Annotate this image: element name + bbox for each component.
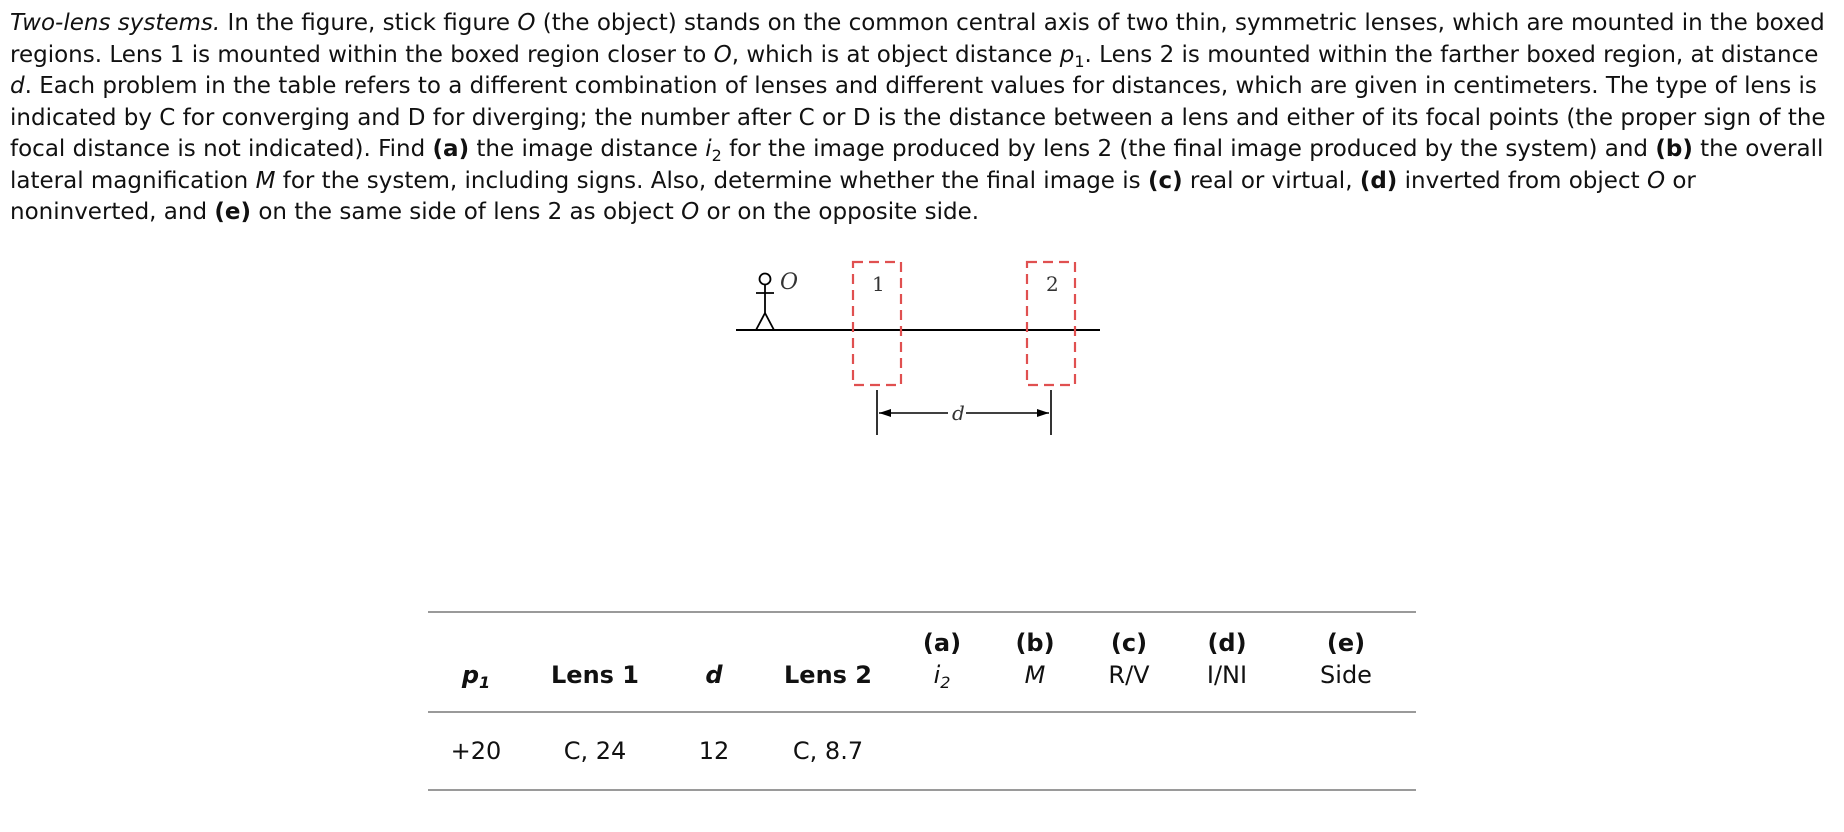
two-lens-figure (730, 255, 1110, 455)
stick-figure-icon (756, 274, 774, 331)
part-e-label: (e) (1276, 612, 1416, 657)
cell-lens1: C, 24 (524, 712, 666, 790)
header-i2: $i_2$ (894, 657, 990, 712)
header-rv: R/V (1080, 657, 1178, 712)
header-m: M (990, 657, 1080, 712)
header-side: Side (1276, 657, 1416, 712)
header-d: d (666, 657, 762, 712)
header-p1: $p_1$ (428, 657, 524, 712)
problem-title: Two-lens systems. (10, 10, 221, 36)
problem-statement: Two-lens systems. In the figure, stick figure O (the object) stands on the common central axis of two thin, symmetric lenses, which are mounted in the boxed regions. Lens 1 is mounted within the boxed region closer to O, which is at object distance $p_1$. Lens 2 is mounted within the farther boxed region, at distance d. Each problem in the table refers to a different combination of lenses and different values for distances, which are given in centimeters. The type of lens is indicated by C for converging and D for diverging; the number after C or D is the distance between a lens and either of its focal points (the proper sign of the focal distance is not indicated). Find (a) the image distance $i_2$ for the image produced by lens 2 (the final image produced by the system) and (b) the overall lateral magnification M for the system, including signs. Also, determine whether the final image is (c) real or virtual, (d) inverted from object O or noninverted, and (e) on the same side of lens 2 as object O or on the opposite side. (10, 10, 1826, 225)
cell-ini (1178, 712, 1276, 790)
cell-rv (1080, 712, 1178, 790)
cell-side (1276, 712, 1416, 790)
table-subheader-row (428, 612, 1416, 657)
part-c-label: (c) (1080, 612, 1178, 657)
cell-lens2: C, 8.7 (762, 712, 894, 790)
part-b-label: (b) (990, 612, 1080, 657)
table-header-row (428, 657, 1416, 712)
part-d-label: (d) (1178, 612, 1276, 657)
cell-i2 (894, 712, 990, 790)
object-label: O (780, 270, 799, 295)
header-lens1: Lens 1 (524, 657, 666, 712)
table-row (428, 712, 1416, 790)
cell-m (990, 712, 1080, 790)
header-lens2: Lens 2 (762, 657, 894, 712)
figure-svg (730, 255, 1110, 455)
cell-p1: +20 (428, 712, 524, 790)
lens1-label: 1 (872, 272, 885, 296)
answer-table (428, 611, 1416, 791)
cell-d: 12 (666, 712, 762, 790)
distance-label: d (952, 401, 965, 425)
part-a-label: (a) (894, 612, 990, 657)
lens2-label: 2 (1046, 272, 1059, 296)
header-ini: I/NI (1178, 657, 1276, 712)
